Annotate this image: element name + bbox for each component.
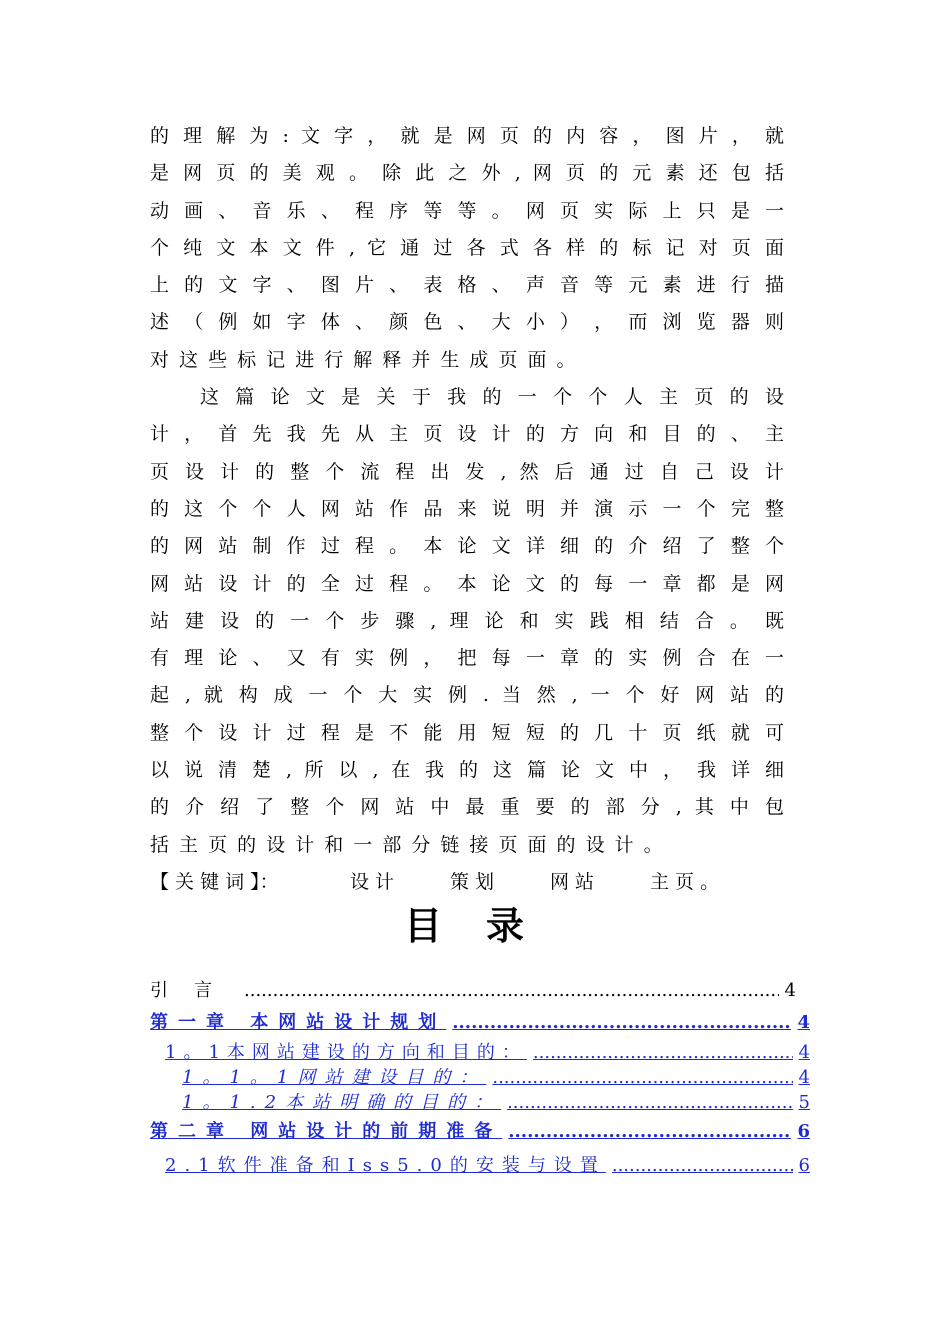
toc-page-number: 5 — [798, 1092, 810, 1113]
body-line: 个 纯 文 本 文 件 , 它 通 过 各 式 各 样 的 标 记 对 页 面 — [150, 236, 786, 259]
body-line: 括 主 页 的 设 计 和 一 部 分 链 接 页 面 的 设 计 。 — [150, 833, 665, 856]
toc-entry-label: 第一章 本网站设计规划 — [150, 1012, 447, 1033]
toc-page-number: 4 — [797, 1012, 810, 1033]
toc-entry-intro — [150, 976, 796, 1006]
keyword: 网 站 — [550, 870, 595, 893]
toc-entry-label: 引言 — [150, 980, 238, 1001]
body-line: 动 画 、 音 乐 、 程 序 等 等 。 网 页 实 际 上 只 是 一 — [150, 199, 786, 222]
keywords-line — [150, 864, 786, 901]
toc-page-number: 4 — [784, 980, 796, 1001]
toc-page-number: 6 — [797, 1121, 810, 1142]
keyword: 设 计 — [350, 870, 395, 893]
keyword: 策 划 — [450, 870, 495, 893]
toc-leader-dots — [244, 976, 779, 1006]
body-line: 的 网 站 制 作 过 程 。 本 论 文 详 细 的 介 绍 了 整 个 — [150, 535, 786, 558]
body-line: 有 理 论 、 又 有 实 例 ， 把 每 一 章 的 实 例 合 在 一 — [150, 647, 786, 670]
toc-entry-label: 2.1软件准备和Iss5.0的安装与设置 — [165, 1155, 606, 1176]
body-line: 这 篇 论 文 是 关 于 我 的 一 个 个 人 主 页 的 设 — [200, 386, 786, 409]
abstract-body — [150, 118, 786, 901]
body-line: 上 的 文 字 、 图 片 、 表 格 、 声 音 等 元 素 进 行 描 — [150, 274, 786, 297]
toc-title: 目录 — [403, 903, 568, 948]
toc-link-section-1-1-2[interactable] — [150, 1090, 810, 1115]
keyword: 主 页 。 — [650, 870, 720, 893]
body-line: 页 设 计 的 整 个 流 程 出 发 , 然 后 通 过 自 己 设 计 — [150, 460, 786, 483]
keywords-label: 【 关 键 词 】： — [150, 870, 279, 893]
toc-entry-label: 1。1本网站建设的方向和目的： — [165, 1042, 527, 1063]
body-line: 以 说 清 楚 , 所 以 , 在 我 的 这 篇 论 文 中 ， 我 详 细 — [150, 759, 786, 782]
body-line: 对 这 些 标 记 进 行 解 释 并 生 成 页 面 。 — [150, 348, 578, 371]
toc-leader-dots — [508, 1115, 791, 1149]
toc-entry-label: 第二章 网站设计的前期准备 — [150, 1121, 503, 1142]
toc-page-number: 4 — [798, 1067, 810, 1088]
toc-link-section-2-1[interactable] — [150, 1149, 810, 1183]
body-line: 整 个 设 计 过 程 是 不 能 用 短 短 的 几 十 页 纸 就 可 — [150, 721, 786, 744]
body-line: 计 ， 首 先 我 先 从 主 页 设 计 的 方 向 和 目 的 、 主 — [150, 423, 786, 446]
toc-leader-dots — [507, 1090, 792, 1115]
toc-link-chapter-1[interactable] — [150, 1006, 810, 1040]
body-line: 的 这 个 个 人 网 站 作 品 来 说 明 并 演 示 一 个 完 整 — [150, 497, 786, 520]
toc-leader-dots — [533, 1040, 793, 1065]
body-line: 的 理 解 为 : 文 字 ， 就 是 网 页 的 内 容 ， 图 片 ， 就 — [150, 125, 786, 147]
table-of-contents — [150, 976, 810, 1183]
body-line: 述 （ 例 如 字 体 、 颜 色 、 大 小 ） ， 而 浏 览 器 则 — [150, 311, 786, 334]
toc-link-chapter-2[interactable] — [150, 1115, 810, 1149]
toc-leader-dots — [612, 1149, 793, 1183]
body-line: 起 , 就 构 成 一 个 大 实 例 . 当 然 , 一 个 好 网 站 的 — [150, 684, 786, 707]
body-line: 是 网 页 的 美 观 。 除 此 之 外 , 网 页 的 元 素 还 包 括 — [150, 162, 786, 185]
body-line: 网 站 设 计 的 全 过 程 。 本 论 文 的 每 一 章 都 是 网 — [150, 572, 786, 595]
toc-entry-label: 1。1。1网站建设目的： — [182, 1067, 487, 1088]
toc-leader-dots — [452, 1006, 791, 1040]
toc-page-number: 4 — [798, 1042, 810, 1063]
toc-page-number: 6 — [798, 1155, 810, 1176]
toc-link-section-1-1-1[interactable] — [150, 1065, 810, 1090]
toc-link-section-1-1[interactable] — [150, 1040, 810, 1065]
toc-entry-label: 1。1.2本站明确的目的： — [182, 1092, 502, 1113]
body-line: 站 建 设 的 一 个 步 骤 , 理 论 和 实 践 相 结 合 。 既 — [150, 609, 786, 632]
toc-leader-dots — [492, 1065, 792, 1090]
body-line: 的 介 绍 了 整 个 网 站 中 最 重 要 的 部 分 , 其 中 包 — [150, 796, 786, 819]
